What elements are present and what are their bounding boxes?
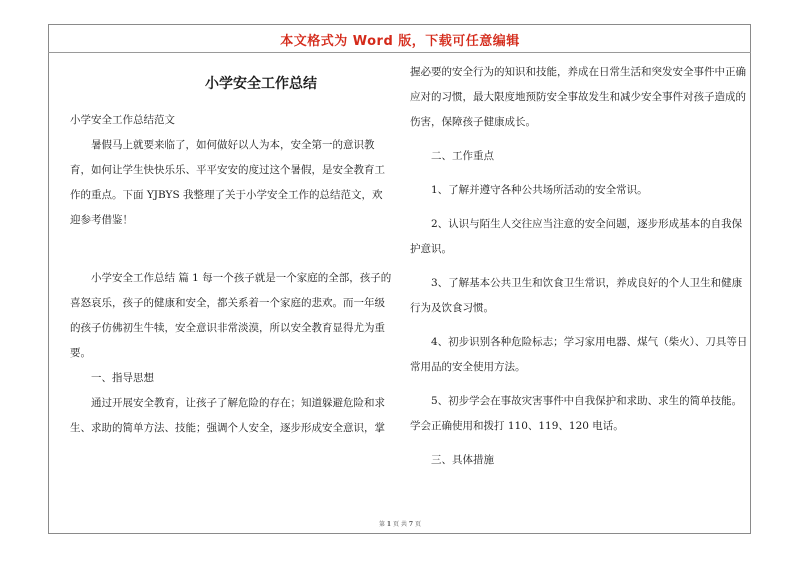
intro-paragraph: 暑假马上就要来临了，如何做好以人为本，安全第一的意识教育，如何让学生快快乐乐、平平安安的度过这个暑假，是安全教育工作的重点。下面 YJBYS 我整理了关于小学安全工作的总结范文，欢迎参考借鉴！ <box>70 139 385 226</box>
section-heading-focus: 二、工作重点 <box>431 150 494 162</box>
article-paragraph: 小学安全工作总结 篇 1 每一个孩子就是一个家庭的全部，孩子的喜怒哀乐，孩子的健康和安全，都关系着一个家庭的悲欢。而一年级的孩子仿佛初生牛犊，安全意识非常淡漠，所以安全教育显得尤为重要。 <box>70 272 392 359</box>
header-banner: 本文格式为 Word 版，下载可任意编辑 <box>280 34 520 49</box>
focus-point-3: 3、了解基本公共卫生和饮食卫生常识，养成良好的个人卫生和健康行为及饮食习惯。 <box>410 277 743 314</box>
page-number: 1 <box>386 521 392 528</box>
spacer <box>70 233 392 266</box>
page-total: 7 <box>408 521 414 528</box>
page-footer <box>0 519 800 528</box>
focus-point-2: 2、认识与陌生人交往应当注意的安全问题，逐步形成基本的自我保护意识。 <box>410 218 743 255</box>
guiding-paragraph: 通过开展安全教育，让孩子了解危险的存在；知道躲避危险和求生、求助的简单方法、技能；强调个人安全，逐步形成安全意识，掌 <box>70 397 385 434</box>
continuation-paragraph: 握必要的安全行为的知识和技能，养成在日常生活和突发安全事件中正确应对的习惯，最大限度地预防安全事故发生和减少安全事件对孩子造成的伤害，保障孩子健康成长。 <box>410 66 746 128</box>
document-subtitle: 小学安全工作总结范文 <box>70 114 175 126</box>
right-column <box>410 60 750 473</box>
left-column <box>70 60 392 441</box>
footer-suffix: 页 <box>414 521 421 528</box>
footer-prefix: 第 <box>378 521 385 528</box>
focus-point-5: 5、初步学会在事故灾害事件中自我保护和求助、求生的简单技能。学会正确使用和拨打 110、119、120 电话。 <box>410 395 743 432</box>
section-heading-guiding: 一、指导思想 <box>91 372 154 384</box>
document-title: 小学安全工作总结 <box>205 76 317 92</box>
focus-point-1: 1、了解并遵守各种公共场所活动的安全常识。 <box>431 184 648 196</box>
header-divider <box>48 52 751 53</box>
section-heading-measures: 三、具体措施 <box>431 454 494 466</box>
footer-mid: 页 共 <box>393 521 407 528</box>
focus-point-4: 4、初步识别各种危险标志；学习家用电器、煤气（柴火）、刀具等日常用品的安全使用方法。 <box>410 336 748 373</box>
